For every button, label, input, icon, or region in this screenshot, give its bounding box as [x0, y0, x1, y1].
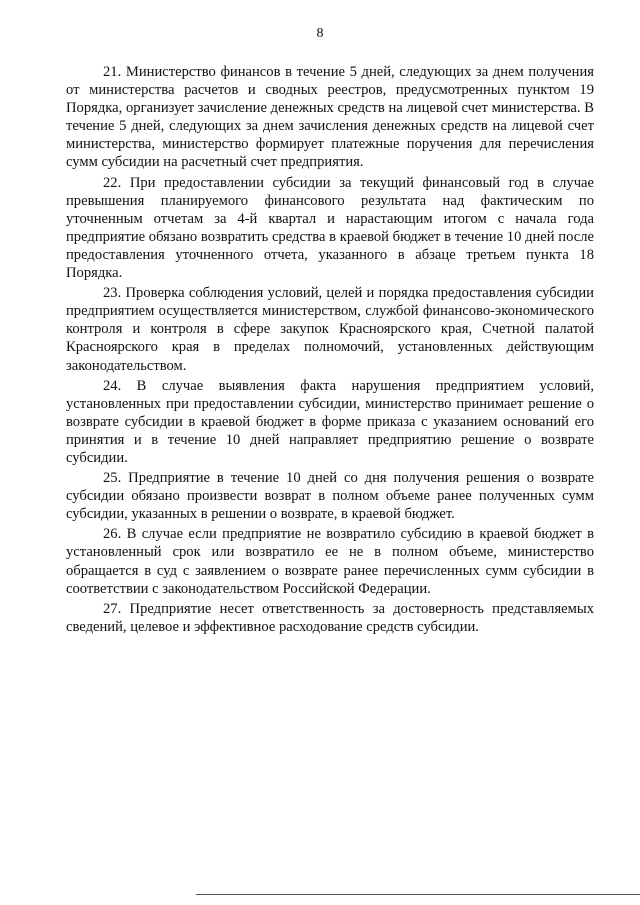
paragraph-27: 27. Предприятие несет ответственность за достоверность представляемых сведений, целевое и эффективное расходование средств субсидии. [66, 600, 594, 635]
paragraph-26: 26. В случае если предприятие не возвратило субсидию в краевой бюджет в установленный срок или возвратило ее не в полном объеме, министерство обращается в суд с заявлением о возврате ранее перечисленных сумм субсидии в соответствии с законодательством Российской Федерации. [66, 526, 594, 597]
paragraph-23: 23. Проверка соблюдения условий, целей и порядка предоставления субсидии предприятием осуществляется министерством, службой финансово-экономического контроля и контроля в сфере закупок Красноярского края, Счетной палатой Красноярского края в пределах полномочий, установленных действующим законодательством. [66, 285, 594, 374]
paragraph-24: 24. В случае выявления факта нарушения предприятием условий, установленных при предоставлении субсидии, министерство принимает решение о возврате субсидии в краевой бюджет в форме приказа с указанием оснований его принятия и в течение 10 дней направляет предприятию решение о возврате субсидии. [66, 377, 594, 466]
paragraph-21: 21. Министерство финансов в течение 5 дней, следующих за днем получения от министерства расчетов и сводных реестров, предусмотренных пунктом 19 Порядка, организует зачисление денежных средств на лицевой счет министерства. В течение 5 дней, следующих за днем зачисления денежных средств на лицевой счет министерства, министерство формирует платежные поручения для перечисления сумм субсидии на расчетный счет предприятия. [66, 64, 594, 171]
paragraph-25: 25. Предприятие в течение 10 дней со дня получения решения о возврате субсидии обязано произвести возврат в полном объеме ранее полученных сумм субсидии, указанных в решении о возврате, в краевой бюджет. [66, 470, 594, 523]
page-number: 8 [316, 26, 324, 41]
page-bottom-edge-line [196, 894, 640, 895]
paragraph-22: 22. При предоставлении субсидии за текущий финансовый год в случае превышения планируемого финансового результата над фактическим по уточненным отчетам за 4-й квартал и нарастающим итогом с начала года предприятие обязано возвратить средства в краевой бюджет в течение 10 дней после предоставления уточненного отчета, указанного в абзаце третьем пункта 18 Порядка. [66, 174, 594, 282]
document-body [66, 63, 594, 638]
